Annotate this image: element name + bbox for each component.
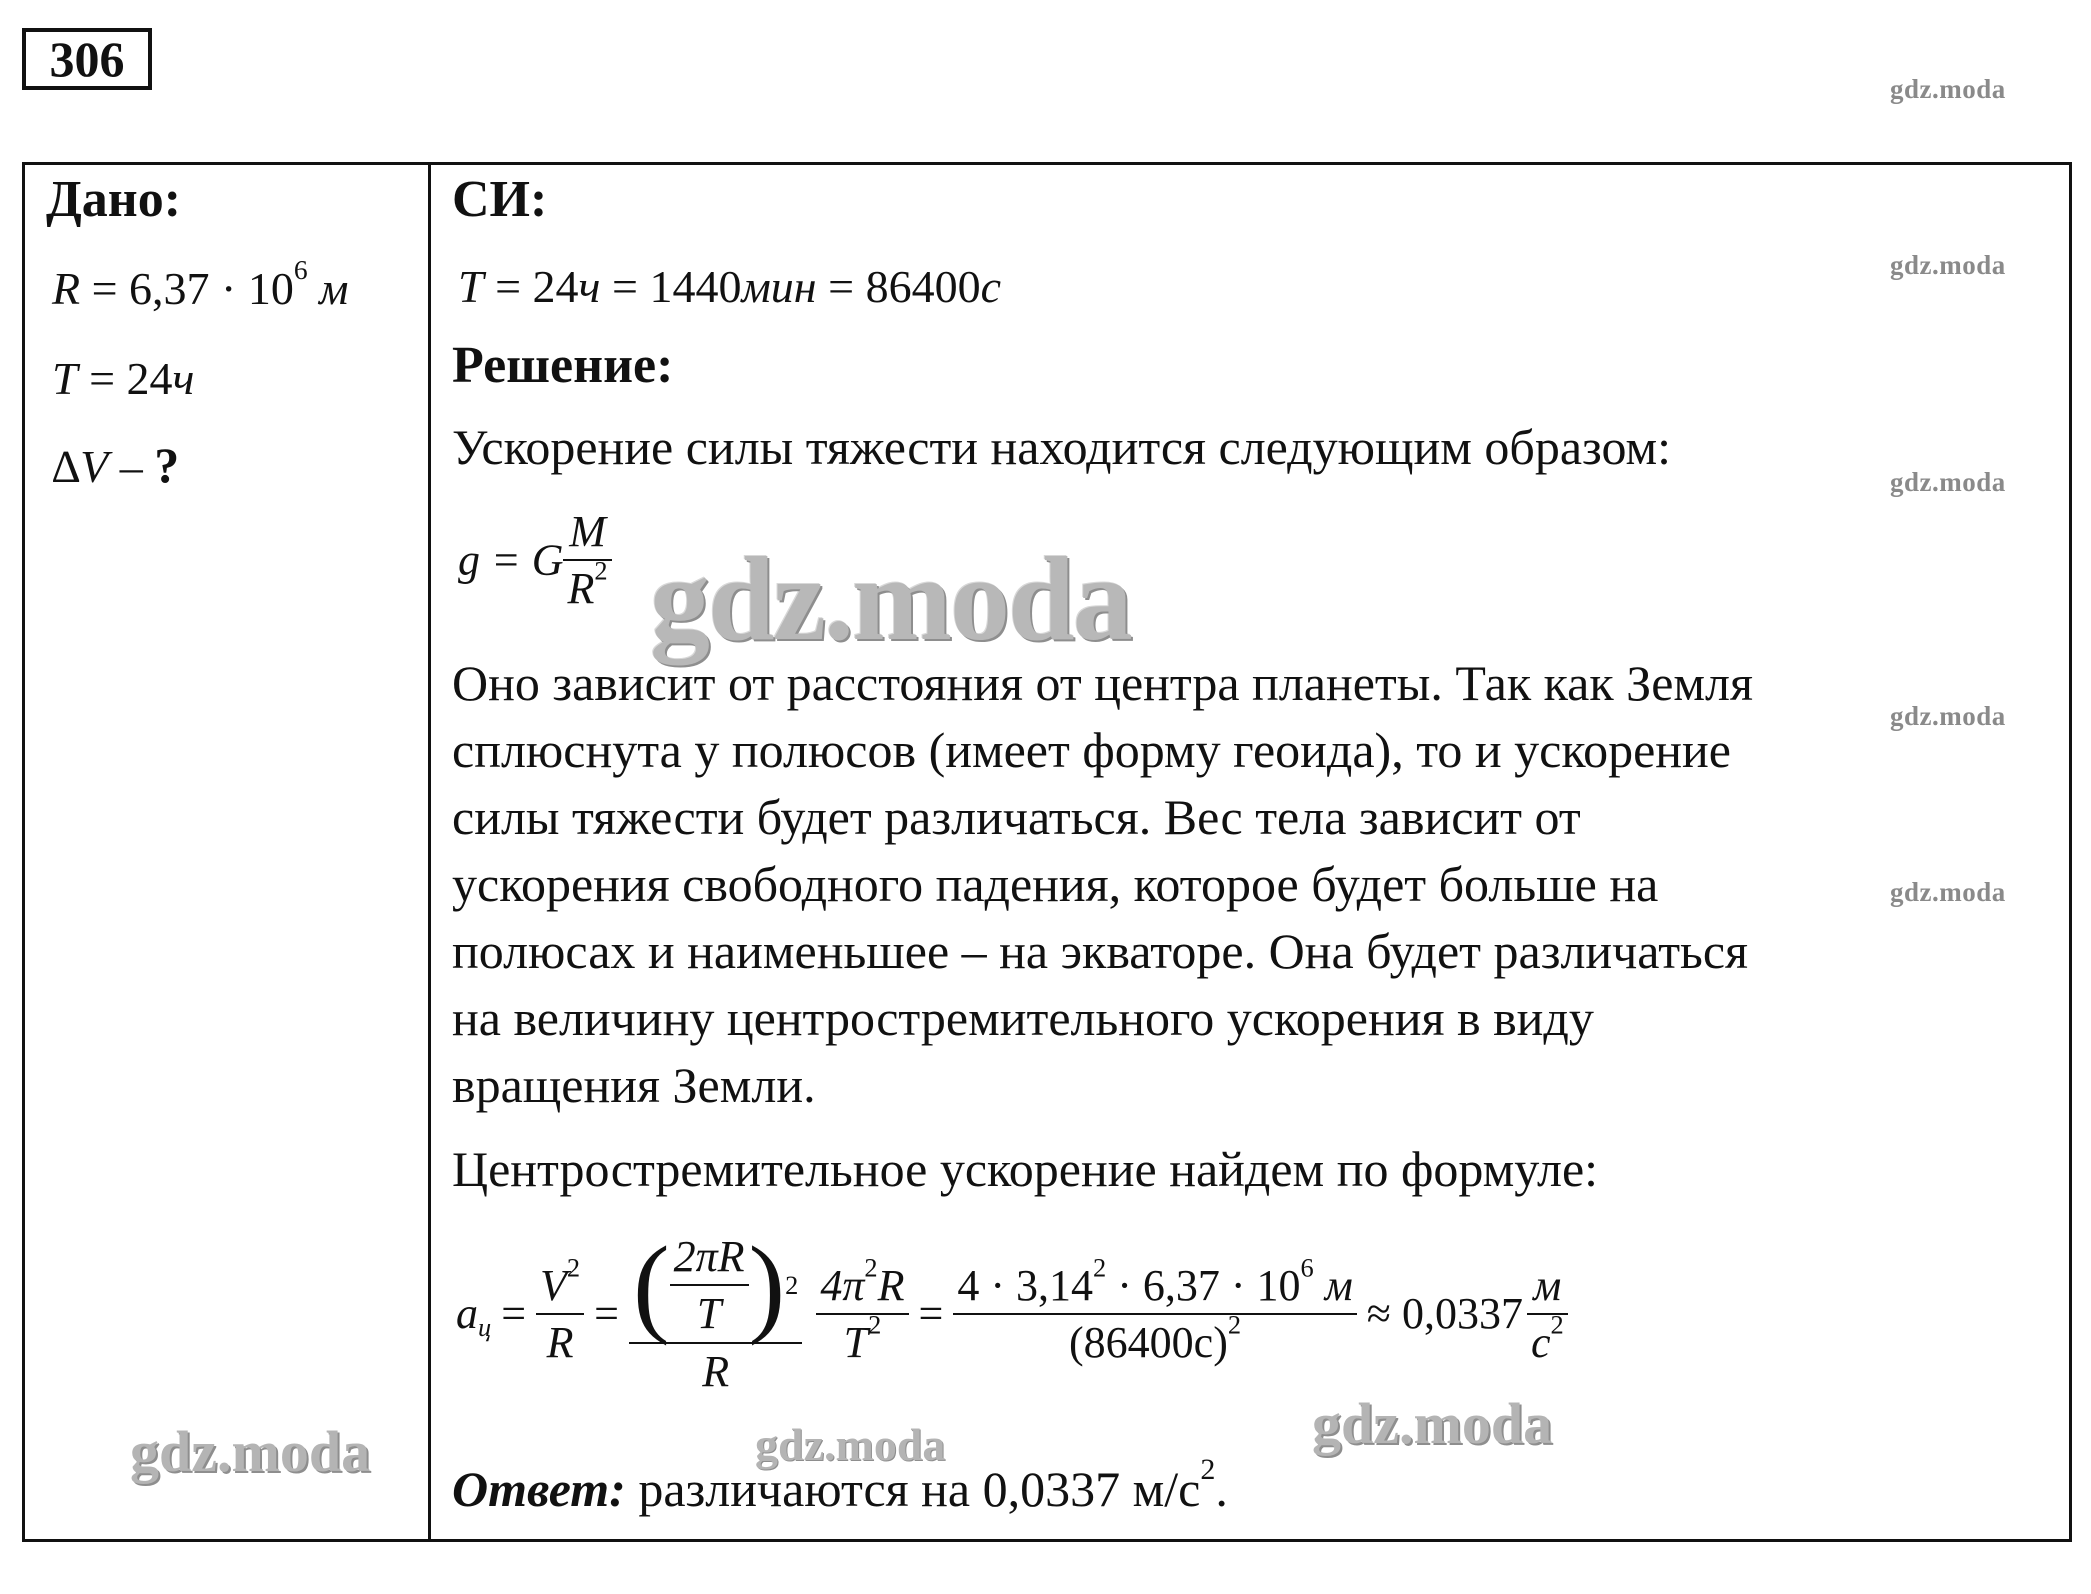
watermark-small: gdz.moda [1890, 250, 2006, 280]
column-divider [428, 162, 431, 1542]
explanation-line: силы тяжести будет различаться. Вес тела зависит от [452, 789, 1581, 845]
explanation-line: полюсах и наименьшее – на экваторе. Она будет различаться [452, 923, 1749, 979]
si-period: T = 24ч = 1440мин = 86400с [458, 261, 1002, 312]
explanation-line: сплюснута у полюсов (имеет форму геоида), то и ускорение [452, 722, 1732, 778]
solution-explanation [452, 650, 1753, 1119]
watermark-medium: gdz.moda [1312, 1391, 1553, 1456]
given-unknown: ∆V – ? [52, 437, 180, 493]
watermark-small: gdz.moda [1890, 701, 2006, 731]
watermark-small: gdz.moda [1890, 74, 2006, 104]
answer: Ответ: различаются на 0,0337 $м/с^2$. [452, 1453, 1228, 1517]
solution-intro: Ускорение силы тяжести находится следующим образом: [452, 419, 1672, 475]
explanation-line: на величину центростремительного ускорения в виду [452, 990, 1594, 1046]
gravity-formula: g = G $\frac{M}{R^2}$ [458, 506, 612, 614]
solution-header: Решение: [452, 337, 674, 394]
given-header: Дано: [46, 171, 182, 228]
explanation-line: вращения Земли. [452, 1057, 816, 1113]
si-header: СИ: [452, 171, 548, 228]
problem-number: 306 [22, 28, 152, 90]
watermark-medium: gdz.moda [130, 1419, 371, 1484]
given-period: T = 24ч [52, 353, 195, 404]
watermark-large: gdz.moda [650, 532, 1131, 665]
centripetal-formula: $a_ц$ = $\frac{V^2}{R}$ = ( $\frac{2\pi R}{T}$ ) 2 R $\frac{4\pi^2R}{T^2}$ = $\frac{4 \cdot 3,14^2 \cdot 6,37 \cdot 10^6 м}{(86400с)^2}$ ≈ 0,0337 $\frac{м}{с^2}$ [456, 1230, 1568, 1397]
watermark-small: gdz.moda [1890, 467, 2006, 497]
explanation-line: ускорения свободного падения, которое будет больше на [452, 856, 1659, 912]
watermark-small: gdz.moda [1890, 877, 2006, 907]
watermark-medium: gdz.moda [755, 1419, 946, 1470]
explanation-line: Оно зависит от расстояния от центра планеты. Так как Земля [452, 655, 1753, 711]
given-radius: R = 6,37 · 10$^6$ м [52, 254, 349, 314]
centripetal-intro: Центростремительное ускорение найдем по формуле: [452, 1141, 1599, 1197]
